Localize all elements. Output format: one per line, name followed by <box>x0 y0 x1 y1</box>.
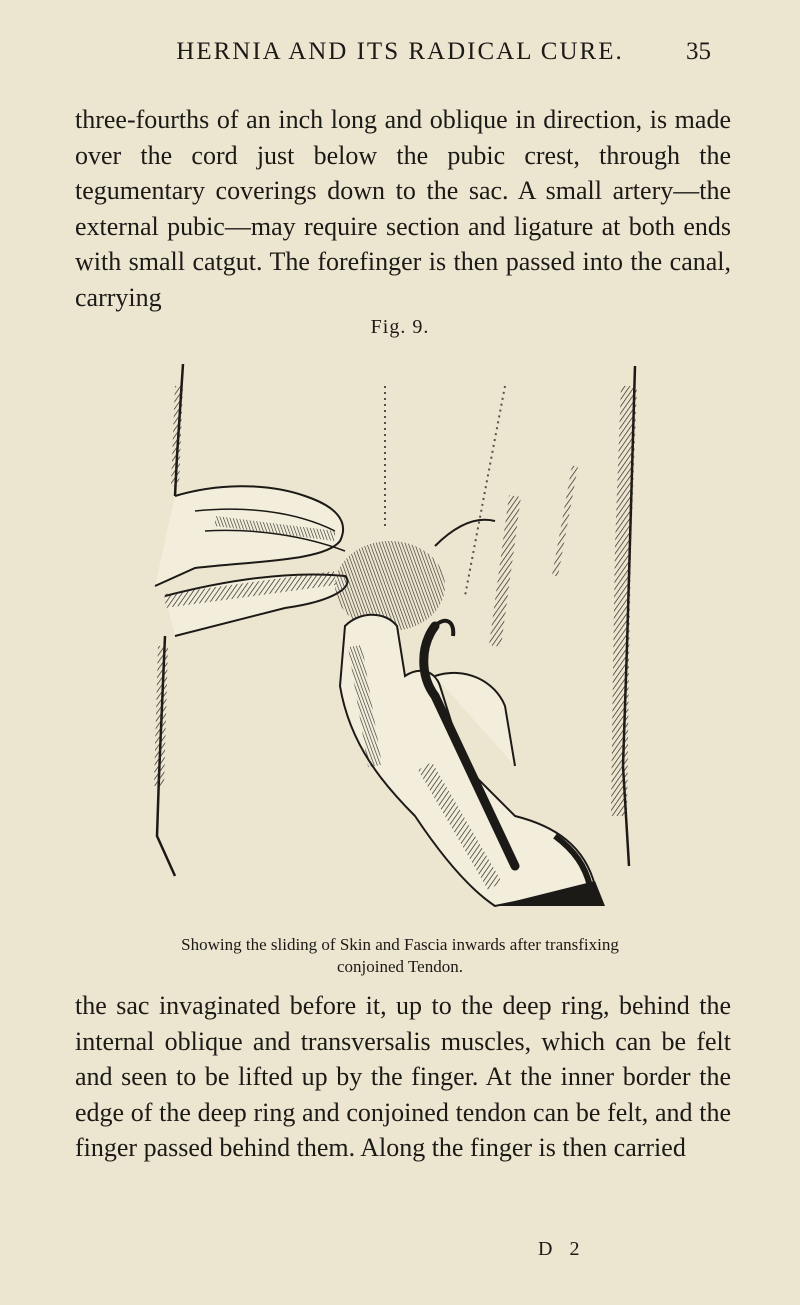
caption-line-2: conjoined Tendon. <box>337 957 463 976</box>
pubic-region-drawing <box>335 386 575 646</box>
left-hand-drawing <box>155 486 348 636</box>
paragraph-top: three-fourths of an inch long and oblique in direction, is made over the cord just below the pubic crest, through the tegumentary coverings down to the sac. A small artery—the external pubic—may require section and ligature at both ends with small catgut. The forefinger is then passed into the canal, carrying <box>75 105 731 312</box>
paragraph-bottom: the sac invaginated before it, up to the deep ring, behind the internal oblique and transversalis muscles, which can be felt and seen to be lifted up by the finger. At the inner border the edge of the deep ring and conjoined tendon can be felt, and the finger passed behind them. Along the finger is then carried <box>75 991 731 1162</box>
figure-caption <box>140 934 660 978</box>
figure-label: Fig. 9. <box>370 316 430 338</box>
surgical-illustration <box>135 346 655 926</box>
caption-line-1: Showing the sliding of Skin and Fascia inwards after transfixing <box>181 935 619 954</box>
page-number: 35 <box>686 38 711 65</box>
signature-mark: D 2 <box>538 1238 586 1260</box>
running-head: HERNIA AND ITS RADICAL CURE. <box>176 38 624 65</box>
